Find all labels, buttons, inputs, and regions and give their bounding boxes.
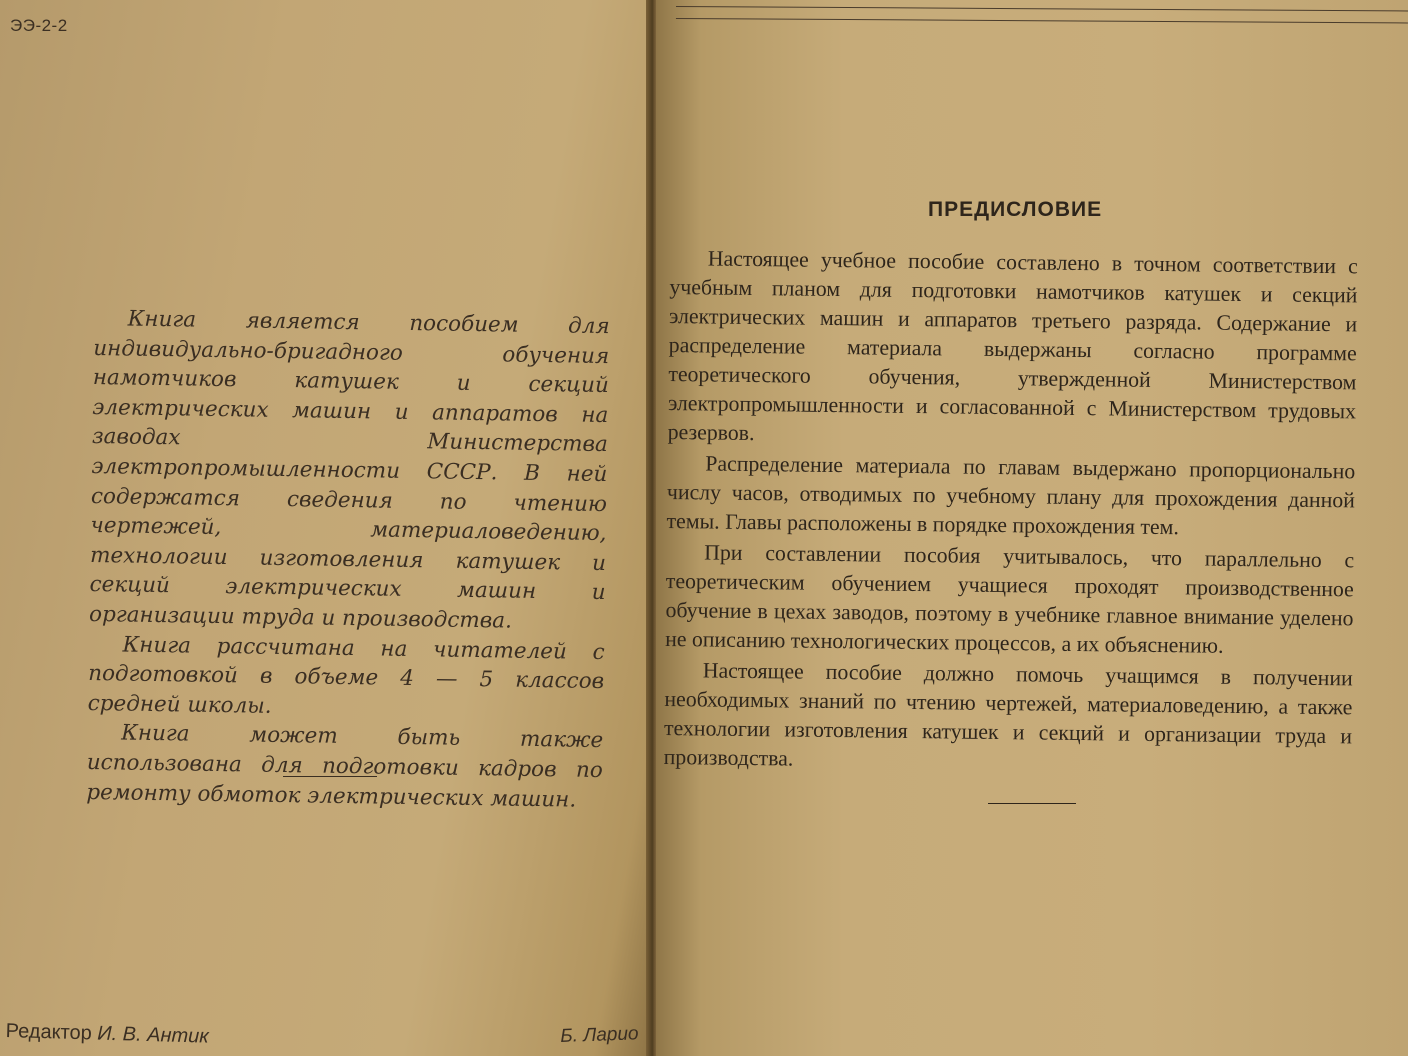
editor-credit (5, 1020, 209, 1049)
editor-credit-right: Б. Ларио (560, 1023, 639, 1047)
preface-title: ПРЕДИСЛОВИЕ (928, 198, 1103, 221)
annotation-paragraph: Книга может быть также использована для подготовки кадров по ремонту обмоток электрических машин. (86, 720, 604, 813)
preface-paragraph: Распределение материала по главам выдержано пропорционально числу часов, отводимых по учебному плану для прохождения данной темы. Главы расположены в порядке прохождения тем. (666, 451, 1356, 540)
page-code-mark: ЭЭ-2-2 (10, 16, 68, 35)
right-divider-rule (988, 803, 1076, 804)
preface-paragraph: Настоящее учебное пособие составлено в точном соответствии с учебным планом для подготовки намотчиков катушек и секций электрических машин и аппаратов третьего разряда. Содержание и распределение материала выдержаны согласно программе теоретического обучения, утвержденной Министерством электропромышленности и согласованной с Министерством трудовых резервов. (667, 246, 1358, 446)
left-divider-rule (283, 776, 377, 777)
preface-paragraph: Настоящее пособие должно помочь учащимся в получении необходимых знаний по чтению чертежей, материаловедению, а также технологии изготовления катушек и секций и организации труда и производства. (663, 658, 1353, 771)
preface-text (664, 244, 1358, 782)
preface-paragraph: При составлении пособия учитывалось, что параллельно с теоретическим обучением учащиеся проходят производственное обучение в цехах заводов, поэтому в учебнике главное внимание уделено не описанию технологических процессов, а их объяснению. (665, 540, 1355, 658)
annotation-paragraph: Книга является пособием для индивидуально-бригадного обучения намотчиков катушек и секций электрических машин и аппаратов на заводах Министерства электропромышленности СССР. В ней содержатся сведения по чтению чертежей, материаловедению, технологии изготовления катушек и секций электрических машин и организации труда и производства. (88, 306, 610, 634)
left-page (0, 0, 652, 1056)
annotation-text (86, 304, 610, 815)
annotation-paragraph: Книга рассчитана на читателей с подготовкой в объеме 4 — 5 классов средней школы. (87, 632, 605, 719)
editor-label: Редактор (5, 1020, 93, 1045)
editor-name: И. В. Антик (97, 1022, 210, 1048)
